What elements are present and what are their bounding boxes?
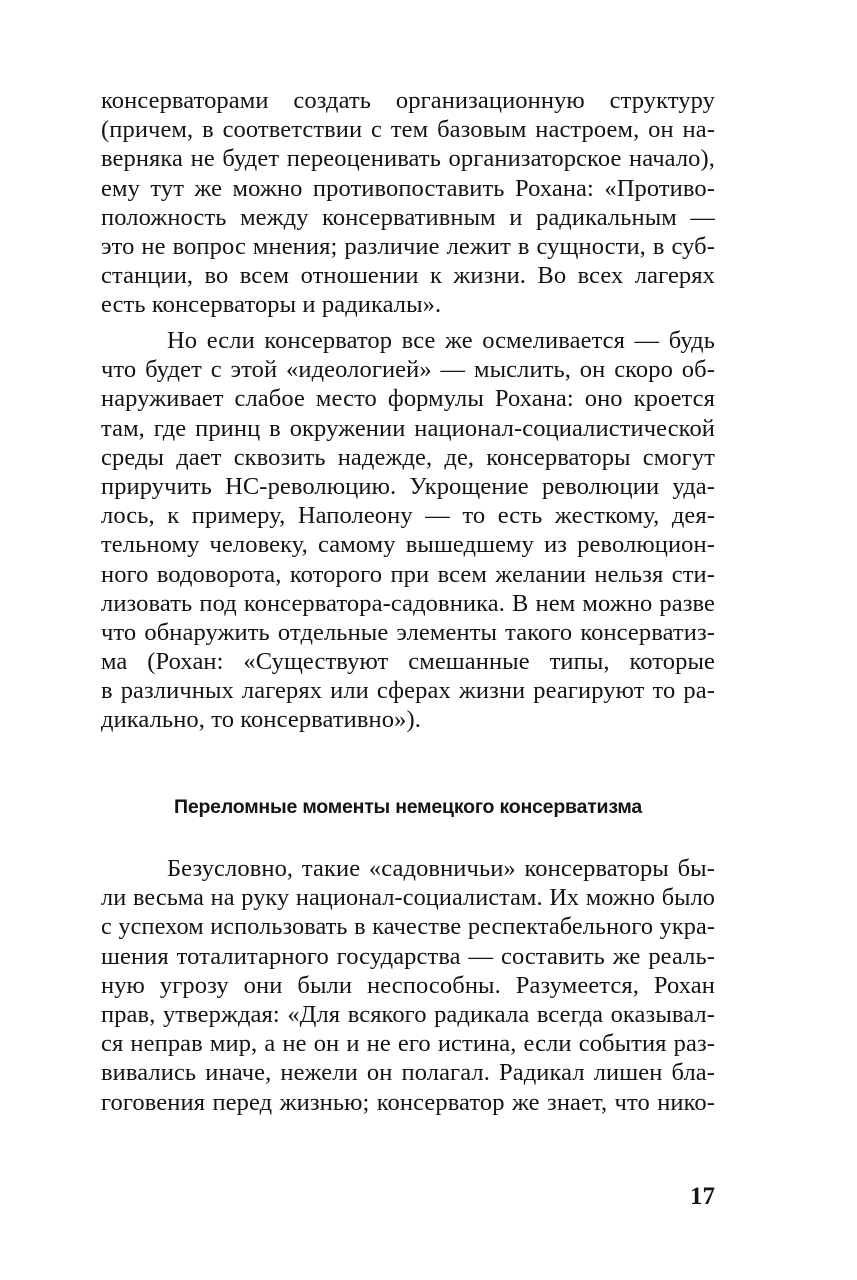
paragraph-line: Но если консерватор все же осмеливается — будь bbox=[167, 327, 715, 354]
paragraph-line: ему тут же можно противопоставить Рохана: «Противо- bbox=[101, 174, 715, 202]
paragraph-line: что будет с этой «идеологией» — мыслить, он скоро об- bbox=[101, 356, 715, 384]
paragraph-line: гоговения перед жизнью; консерватор же знает, что нико- bbox=[101, 1088, 715, 1116]
paragraph-line: тельному человеку, самому вышедшему из революцион- bbox=[101, 531, 715, 559]
paragraph-line: это не вопрос мнения; различие лежит в сущности, в суб- bbox=[101, 232, 715, 260]
paragraph-2 bbox=[101, 326, 715, 735]
paragraph-line: в различных лагерях или сферах жизни реагируют то ра- bbox=[101, 677, 715, 705]
paragraph-line: станции, во всем отношении к жизни. Во всех лагерях bbox=[101, 262, 715, 290]
paragraph-3 bbox=[101, 854, 715, 1117]
paragraph-line: консерваторами создать организационную структуру bbox=[101, 87, 715, 114]
paragraph-line: лизовать под консерватора-садовника. В нем можно разве bbox=[101, 589, 715, 617]
paragraph-line: ную угрозу они были неспособны. Разумеется, Рохан bbox=[101, 971, 715, 999]
paragraph-line: ли весьма на руку национал-социалистам. Их можно было bbox=[101, 884, 715, 912]
paragraph-line: среды дает сквозить надежде, де, консерваторы смогут bbox=[101, 443, 715, 471]
paragraph-line: (причем, в соответствии с тем базовым настроем, он на- bbox=[101, 116, 715, 144]
paragraph-line: ма (Рохан: «Существуют смешанные типы, которые bbox=[101, 648, 715, 676]
paragraph-line: есть консерваторы и радикалы». bbox=[101, 291, 442, 319]
paragraph-line: там, где принц в окружении национал-социалистической bbox=[101, 414, 715, 442]
paragraph-line: положность между консервативным и радикальным — bbox=[101, 203, 715, 231]
page-number: 17 bbox=[690, 1183, 715, 1210]
paragraph-line: наруживает слабое место формулы Рохана: оно кроется bbox=[101, 385, 715, 413]
section-heading: Переломные моменты немецкого консерватизма bbox=[174, 796, 642, 818]
paragraph-line: что обнаружить отдельные элементы такого консерватиз- bbox=[101, 618, 715, 646]
paragraph-line: ся неправ мир, а не он и не его истина, если события раз- bbox=[101, 1030, 715, 1058]
paragraph-line: Безусловно, такие «садовничьи» консерваторы бы- bbox=[167, 855, 715, 882]
paragraph-1 bbox=[101, 86, 715, 320]
paragraph-line: дикально, то консервативно»). bbox=[101, 706, 421, 734]
paragraph-line: прав, утверждая: «Для всякого радикала всегда оказывал- bbox=[101, 1000, 715, 1028]
paragraph-line: вивались иначе, нежели он полагал. Радикал лишен бла- bbox=[101, 1059, 715, 1087]
paragraph-line: ного водоворота, которого при всем желании нельзя сти- bbox=[101, 560, 715, 588]
paragraph-line: с успехом использовать в качестве респектабельного укра- bbox=[101, 913, 715, 941]
paragraph-line: лось, к примеру, Наполеону — то есть жесткому, дея- bbox=[101, 502, 715, 530]
paragraph-line: приручить НС-революцию. Укрощение революции уда- bbox=[101, 472, 715, 500]
paragraph-line: верняка не будет переоценивать организаторское начало), bbox=[101, 145, 715, 173]
paragraph-line: шения тоталитарного государства — составить же реаль- bbox=[101, 942, 715, 970]
